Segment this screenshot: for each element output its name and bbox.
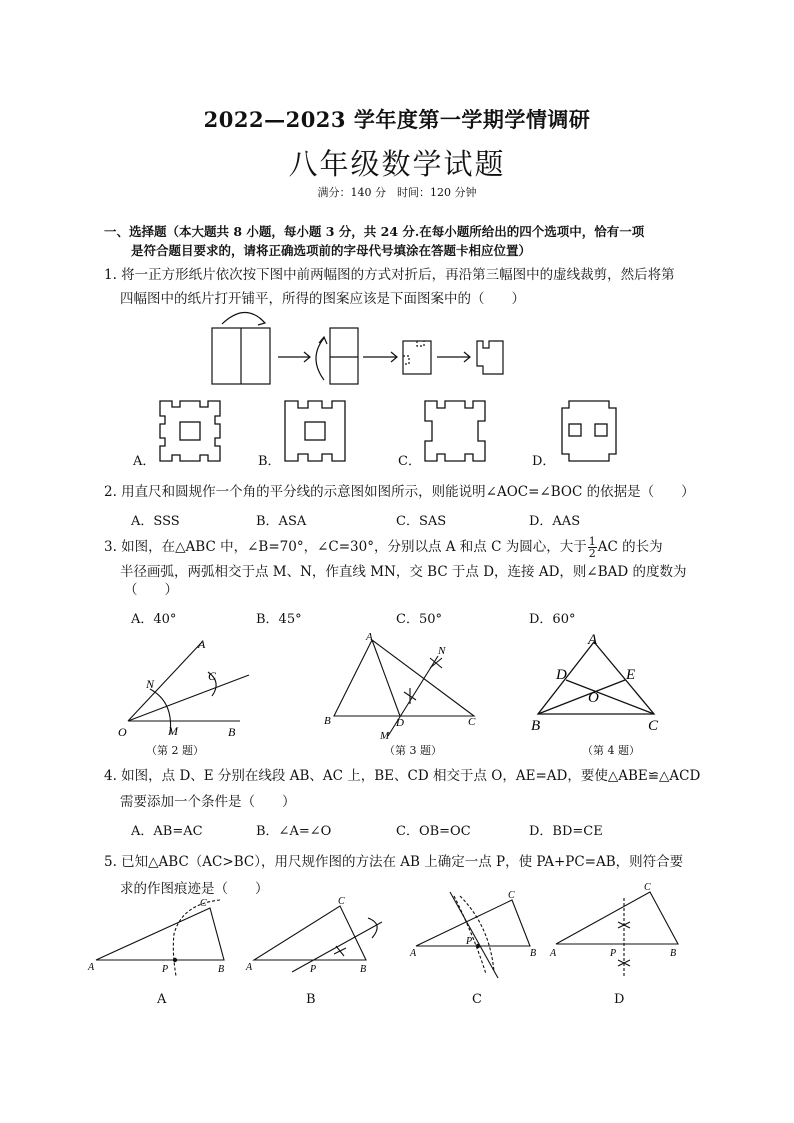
q3-option-a[interactable]: A．40° xyxy=(131,612,177,627)
q5c-label-a: A xyxy=(410,948,417,959)
q1-text-line1: 1. 将一正方形纸片依次按下图中前两幅图的方式对折后，再沿第三幅图中的虚线裁剪，然后将第 xyxy=(104,267,675,283)
q5-figure-c[interactable] xyxy=(404,886,554,980)
q1-folded-once xyxy=(330,328,358,384)
fig4-label-b: B xyxy=(531,718,541,734)
q5a-label-a: A xyxy=(88,962,95,973)
q4-text-line1: 4. 如图，点 D、E 分别在线段 AB、AC 上，BE、CD 相交于点 O，AE=AD，要使△ABE≌△ACD xyxy=(104,768,701,784)
caption-fig3: （第 3 题） xyxy=(384,744,442,757)
q5b-label-c: C xyxy=(338,896,345,907)
fig3-label-n: N xyxy=(438,645,446,657)
q3-fraction: $\frac{1}{2}$ xyxy=(588,535,596,560)
q5-option-c[interactable]: C xyxy=(472,992,482,1007)
fig4-label-d: D xyxy=(556,667,567,683)
q1-option-c-figure[interactable] xyxy=(420,396,490,466)
q5-text-line2: 求的作图痕迹是（ ） xyxy=(120,881,269,897)
section-heading-line2: 是符合题目要求的，请将正确选项前的字母代号填涂在答题卡相应位置） xyxy=(131,243,532,258)
q1-text-line2: 四幅图中的纸片打开铺平，所得的图案应该是下面图案中的（ ） xyxy=(120,291,525,307)
q5-option-d[interactable]: D xyxy=(614,992,625,1007)
q5b-label-a: A xyxy=(246,962,253,973)
q2-option-c[interactable]: C．SAS xyxy=(396,514,447,529)
fig2-label-c: C xyxy=(208,669,217,683)
q2-option-a[interactable]: A．SSS xyxy=(131,514,180,529)
fig4-label-c: C xyxy=(648,718,659,734)
q1-fold-sequence-figure xyxy=(200,308,530,388)
q4-text-line2: 需要添加一个条件是（ ） xyxy=(120,794,296,810)
fig3-label-c: C xyxy=(468,716,476,728)
q4-option-b[interactable]: B．∠A=∠O xyxy=(256,824,332,839)
q5a-label-c: C xyxy=(200,898,207,909)
q5d-label-p: P xyxy=(610,948,617,959)
q1-option-d[interactable]: D． xyxy=(532,454,556,469)
fig2-label-a: A xyxy=(198,637,206,651)
q5c-label-c: C xyxy=(508,890,515,901)
figure-q2-angle-bisector xyxy=(112,634,252,742)
fig3-label-m: M xyxy=(380,730,390,742)
figure-q3-triangle xyxy=(318,628,488,743)
fig2-label-o: O xyxy=(118,725,127,739)
q3-text-line3: （ ） xyxy=(124,582,178,598)
q4-option-a[interactable]: A．AB=AC xyxy=(131,824,203,839)
exam-title: 2022—2023 学年度第一学期学情调研 xyxy=(203,107,591,132)
q5b-label-p: P xyxy=(310,964,317,975)
exam-meta: 满分：140 分 时间：120 分钟 xyxy=(317,186,477,199)
q2-text: 2. 用直尺和圆规作一个角的平分线的示意图如图所示，则能说明∠AOC=∠BOC 的依据是（ ） xyxy=(104,484,695,500)
q3-option-c[interactable]: C．50° xyxy=(396,612,442,627)
q1-option-c[interactable]: C． xyxy=(398,454,421,469)
caption-fig4: （第 4 题） xyxy=(582,744,640,757)
figure-q4-triangle xyxy=(528,630,668,736)
q5b-label-b: B xyxy=(360,964,367,975)
q5-figure-d[interactable] xyxy=(548,880,688,980)
q5d-label-b: B xyxy=(670,948,677,959)
fig2-label-b: B xyxy=(228,725,236,739)
q5a-label-p: P xyxy=(162,964,169,975)
q5d-label-c: C xyxy=(644,882,651,893)
section-heading-line1: 一、选择题（本大题共 8 小题，每小题 3 分，共 24 分.在每小题所给出的四个选项中，恰有一项 xyxy=(104,224,645,239)
fig4-label-e: E xyxy=(626,667,636,683)
q5c-label-p: P xyxy=(466,936,473,947)
q1-cut-piece xyxy=(477,341,503,374)
q4-option-d[interactable]: D．BD=CE xyxy=(529,824,603,839)
fig2-label-n: N xyxy=(146,677,155,691)
q3-text-line2: 半径画弧，两弧相交于点 M、N，作直线 MN，交 BC 于点 D，连接 AD，则∠BAD 的度数为 xyxy=(120,564,687,580)
exam-subtitle: 八年级数学试题 xyxy=(288,147,506,181)
q5a-label-b: B xyxy=(218,964,225,975)
q5d-label-a: A xyxy=(550,948,557,959)
q3-option-b[interactable]: B．45° xyxy=(256,612,302,627)
q5-text-line1: 5. 已知△ABC（AC>BC），用尺规作图的方法在 AB 上确定一点 P，使 PA+PC=AB，则符合要 xyxy=(104,854,684,870)
q4-option-c[interactable]: C．OB=OC xyxy=(396,824,471,839)
fig2-label-m: M xyxy=(168,724,178,738)
q5-option-b[interactable]: B xyxy=(306,992,316,1007)
q5-figure-b[interactable] xyxy=(244,894,394,978)
q3-option-d[interactable]: D．60° xyxy=(529,612,576,627)
fig3-label-a: A xyxy=(366,631,373,643)
q1-option-b-figure[interactable] xyxy=(280,396,350,466)
fig3-label-d: D xyxy=(396,717,404,729)
q5c-label-b: B xyxy=(530,948,537,959)
q1-option-a[interactable]: A． xyxy=(133,454,156,469)
q1-option-d-figure[interactable] xyxy=(554,396,624,466)
fig4-label-a: A xyxy=(588,632,598,648)
q5-option-a[interactable]: A xyxy=(157,992,167,1007)
q5-figure-a[interactable] xyxy=(86,894,246,978)
q1-option-a-figure[interactable] xyxy=(155,396,225,466)
caption-fig2: （第 2 题） xyxy=(146,744,204,757)
q2-option-b[interactable]: B．ASA xyxy=(256,514,307,529)
q3-text-line1: 3. 如图，在△ABC 中，∠B=70°，∠C=30°，分别以点 A 和点 C 为圆心，大于 $\frac{1}{2}$ AC 的长为 xyxy=(104,535,663,560)
fig3-label-b: B xyxy=(324,715,331,727)
fig4-label-o: O xyxy=(588,690,599,706)
q1-option-b[interactable]: B． xyxy=(258,454,281,469)
q2-option-d[interactable]: D．AAS xyxy=(529,514,581,529)
